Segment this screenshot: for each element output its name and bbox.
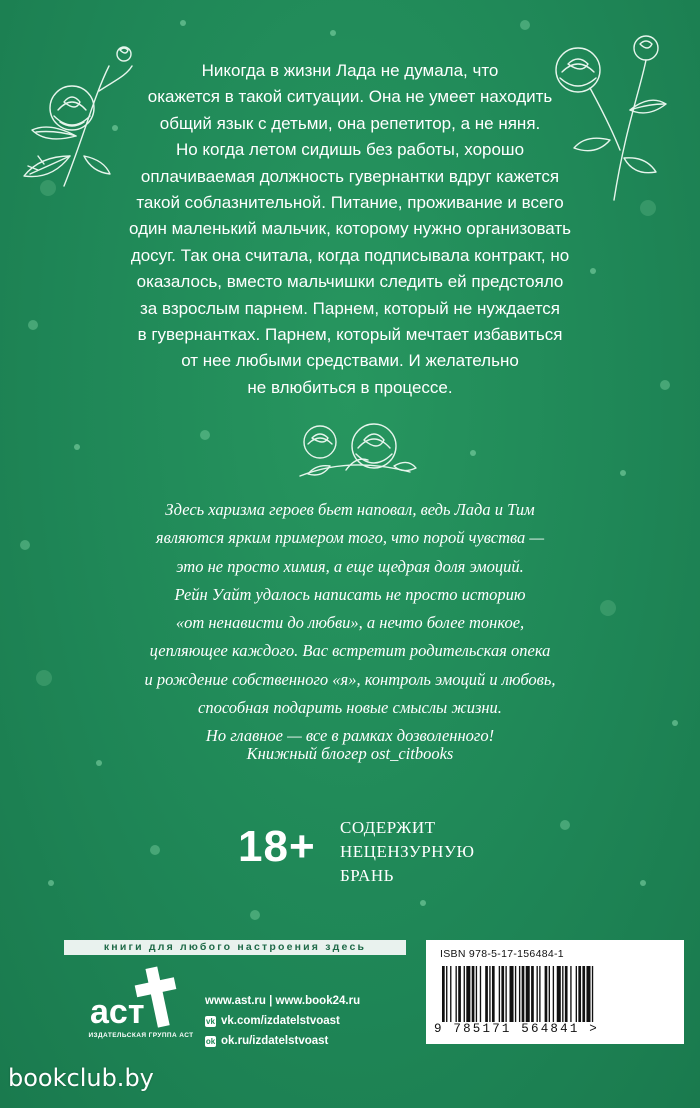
barcode-bar	[450, 966, 451, 1022]
barcode-bar	[553, 966, 554, 1022]
ok-link-text[interactable]: ok.ru/izdatelstvoast	[221, 1035, 329, 1047]
review-author: Книжный блогер ost_citbooks	[246, 744, 454, 763]
barcode-bar	[592, 966, 593, 1022]
barcode-bar	[557, 966, 561, 1022]
warning-line: БРАНЬ	[340, 866, 394, 885]
description-line: окажется в такой ситуации. Она не умеет находить	[147, 87, 553, 107]
warning-line: НЕЦЕНЗУРНУЮ	[340, 842, 475, 861]
bokeh-dot	[420, 900, 426, 906]
barcode-bar	[586, 966, 590, 1022]
bokeh-dot	[250, 910, 260, 920]
rose-illustration-center	[290, 410, 420, 490]
description-line: не влюбиться в процессе.	[247, 377, 453, 397]
barcode-bar	[458, 966, 461, 1022]
description-line: Никогда в жизни Лада не думала, что	[201, 61, 499, 80]
content-warning	[340, 816, 474, 888]
barcode-bar	[446, 966, 447, 1022]
bokeh-dot	[660, 380, 670, 390]
barcode-bar	[526, 966, 530, 1022]
book-description	[70, 58, 630, 401]
description-line: в гувернантках. Парнем, который мечтает избавиться	[137, 325, 563, 345]
barcode-bar	[456, 966, 457, 1022]
barcode-bar	[505, 966, 506, 1022]
barcode-bar	[485, 966, 488, 1022]
barcode-bar	[549, 966, 550, 1022]
watermark: bookclub.by	[8, 1064, 154, 1092]
bokeh-dot	[28, 320, 38, 330]
barcode-bar	[565, 966, 568, 1022]
barcode-bar	[480, 966, 481, 1022]
review-line: способная подарить новые смыслы жизни.	[198, 698, 502, 718]
website-links-text[interactable]: www.ast.ru | www.book24.ru	[205, 995, 361, 1007]
ok-icon: ok	[205, 1036, 216, 1046]
vk-icon: vk	[206, 1016, 215, 1026]
barcode-bar	[531, 966, 534, 1022]
description-line: Но когда летом сидишь без работы, хорошо	[175, 140, 525, 160]
description-line: оплачиваемая должность гувернантки вдруг кажется	[140, 166, 560, 186]
barcode-bar	[537, 966, 538, 1022]
barcode-bar	[510, 966, 514, 1022]
bokeh-dot	[180, 20, 186, 26]
description-line: за взрослым парнем. Парнем, который не нуждается	[140, 298, 560, 318]
age-rating: 18+	[238, 822, 316, 871]
barcode-panel	[426, 940, 684, 1044]
barcode-digits: 9 785171 564841 >	[434, 1022, 599, 1036]
website-links[interactable]	[205, 991, 360, 1011]
barcode-bar	[464, 966, 465, 1022]
barcode-bar	[545, 966, 548, 1022]
publisher-subtitle: ИЗДАТЕЛЬСКАЯ ГРУППА АСТ	[88, 1032, 194, 1039]
review-line: Но главное — все в рамках дозволенного!	[205, 726, 495, 746]
vk-link-text[interactable]: vk.com/izdatelstvoast	[221, 1015, 340, 1027]
publisher-logo-text: аст	[90, 993, 145, 1031]
review-line: Здесь харизма героев бьет наповал, ведь Лада и Тим	[165, 500, 535, 519]
barcode-bar	[570, 966, 571, 1022]
review-quote	[60, 496, 640, 751]
bokeh-dot	[470, 450, 476, 456]
isbn-number: ISBN 978-5-17-156484-1	[440, 948, 564, 960]
barcode-bar	[501, 966, 504, 1022]
description-line: один маленький мальчик, которому нужно организовать	[128, 219, 572, 239]
description-line: от нее любыми средствами. И желательно	[181, 351, 519, 371]
bokeh-dot	[520, 20, 530, 30]
bokeh-dot	[36, 670, 52, 686]
barcode-bars	[442, 966, 668, 1022]
warning-line: СОДЕРЖИТ	[340, 818, 436, 837]
bokeh-dot	[560, 820, 570, 830]
bokeh-dot	[200, 430, 210, 440]
description-line: общий язык с детьми, она репетитор, а не няня.	[159, 113, 541, 133]
barcode-bar	[476, 966, 477, 1022]
description-line: оказалось, вместо мальчишки следить ей предстояло	[136, 272, 564, 292]
barcode-bar	[539, 966, 540, 1022]
description-line: досуг. Так она считала, когда подписывала контракт, но	[130, 245, 570, 265]
bokeh-dot	[620, 470, 626, 476]
review-line: являются ярким примером того, что порой чувства —	[155, 528, 545, 548]
bokeh-dot	[48, 880, 54, 886]
bokeh-dot	[20, 540, 30, 550]
barcode-bar	[466, 966, 470, 1022]
barcode-bar	[472, 966, 475, 1022]
slogan-strip: книги для любого настроения здесь	[64, 940, 406, 955]
publisher-logo	[88, 963, 190, 1039]
review-line: Рейн Уайт удалось написать не просто историю	[174, 584, 526, 604]
barcode-bar	[522, 966, 525, 1022]
vk-link[interactable]	[205, 1011, 360, 1031]
barcode-bar	[562, 966, 563, 1022]
barcode-bar	[442, 966, 445, 1022]
review-line: это не просто химия, а еще щедрая доля эмоций.	[176, 556, 524, 576]
bokeh-dot	[150, 845, 160, 855]
description-line: такой соблазнительной. Питание, проживание и всего	[136, 193, 564, 213]
barcode-bar	[576, 966, 577, 1022]
barcode-bar	[515, 966, 516, 1022]
review-line: и рождение собственного «я», контроль эмоций и любовь,	[144, 669, 556, 689]
barcode-bar	[582, 966, 585, 1022]
barcode-bar	[578, 966, 581, 1022]
bokeh-dot	[640, 880, 646, 886]
publisher-links	[205, 991, 360, 1051]
barcode-bar	[492, 966, 495, 1022]
barcode-bar	[519, 966, 520, 1022]
ok-link[interactable]	[205, 1031, 360, 1051]
review-line: «от ненависти до любви», а нечто более тонкое,	[175, 613, 525, 633]
review-line: цепляющее каждого. Вас встретит родительская опека	[149, 641, 551, 661]
bokeh-dot	[672, 720, 678, 726]
bokeh-dot	[330, 30, 336, 36]
barcode-bar	[489, 966, 490, 1022]
bokeh-dot	[74, 444, 80, 450]
barcode-bar	[499, 966, 500, 1022]
